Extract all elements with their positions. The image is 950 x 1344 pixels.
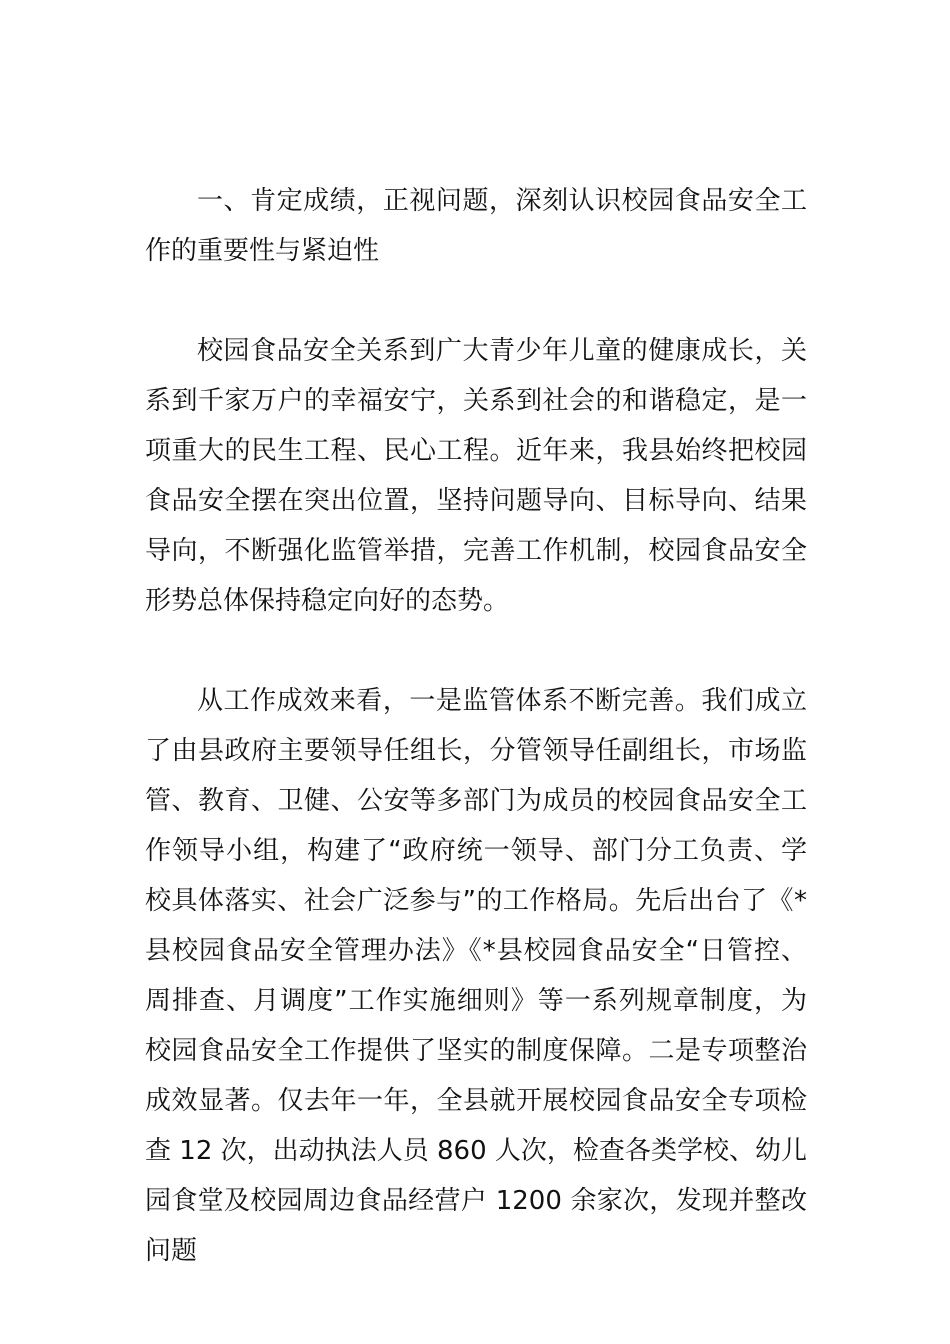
section-heading: 一、肯定成绩，正视问题，深刻认识校园食品安全工作的重要性与紧迫性 (145, 186, 807, 266)
paragraph-spacer (145, 276, 807, 326)
document-body (145, 176, 807, 1276)
paragraph-1: 校园食品安全关系到广大青少年儿童的健康成长，关系到千家万户的幸福安宁，关系到社会的和谐稳定，是一项重大的民生工程、民心工程。近年来，我县始终把校园食品安全摆在突出位置，坚持问题导向、目标导向、结果导向，不断强化监管举措，完善工作机制，校园食品安全形势总体保持稳定向好的态势。 (145, 336, 807, 616)
paragraph-spacer (145, 626, 807, 676)
paragraph-2: 从工作成效来看，一是监管体系不断完善。我们成立了由县政府主要领导任组长，分管领导任副组长，市场监管、教育、卫健、公安等多部门为成员的校园食品安全工作领导小组，构建了“政府统一领导、部门分工负责、学校具体落实、社会广泛参与”的工作格局。先后出台了《*县校园食品安全管理办法》《*县校园食品安全“日管控、周排查、月调度”工作实施细则》等一系列规章制度，为校园食品安全工作提供了坚实的制度保障。二是专项整治成效显著。仅去年一年，全县就开展校园食品安全专项检查 12 次，出动执法人员 860 人次，检查各类学校、幼儿园食堂及校园周边食品经营户 1200 余家次，发现并整改问题 (145, 686, 807, 1266)
